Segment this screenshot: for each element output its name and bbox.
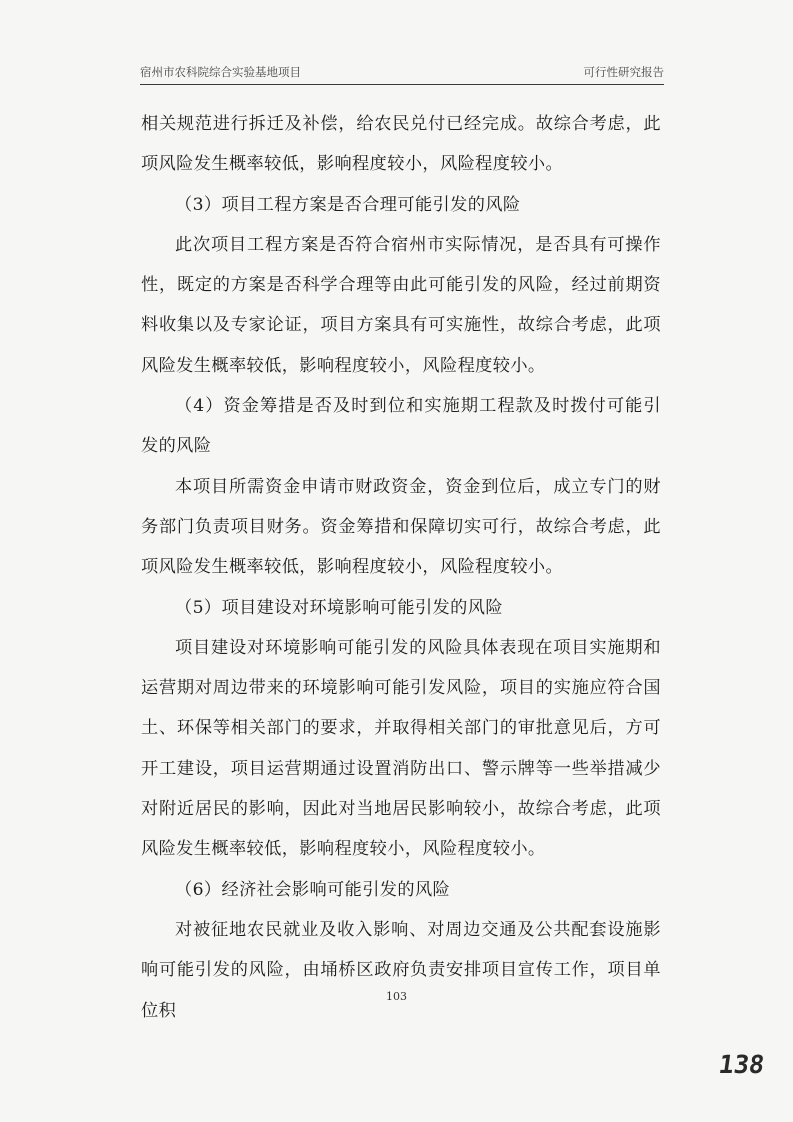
paragraph: 本项目所需资金申请市财政资金，资金到位后，成立专门的财务部门负责项目财务。资金筹措和保障切实可行，故综合考虑，此项风险发生概率较低，影响程度较小，风险程度较小。 <box>141 476 661 578</box>
paragraph: （4）资金筹措是否及时到位和实施期工程款及时拨付可能引发的风险 <box>141 396 661 457</box>
paragraph: 此次项目工程方案是否符合宿州市实际情况，是否具有可操作性，既定的方案是否科学合理等由此可能引发的风险，经过前期资料收集以及专家论证，项目方案具有可实施性，故综合考虑，此项风险发生概率较低，影响程度较小，风险程度较小。 <box>141 234 661 376</box>
paragraph: （6）经济社会影响可能引发的风险 <box>175 879 451 900</box>
paragraph: （5）项目建设对环境影响可能引发的风险 <box>175 597 503 618</box>
paragraph: 项目建设对环境影响可能引发的风险具体表现在项目实施期和运营期对周边带来的环境影响可能引发风险，项目的实施应符合国土、环保等相关部门的要求，并取得相关部门的审批意见后，方可开工建设，项目运营期通过设置消防出口、警示牌等一些举措减少对附近居民的影响，因此对当地居民影响较小，故综合考虑，此项风险发生概率较低，影响程度较小，风险程度较小。 <box>141 637 661 860</box>
header-report-type: 可行性研究报告 <box>583 65 664 79</box>
paragraph: （3）项目工程方案是否合理可能引发的风险 <box>175 194 521 215</box>
body-text <box>141 104 661 1031</box>
header-project-title: 宿州市农科院综合实验基地项目 <box>140 65 301 79</box>
paragraph: 相关规范进行拆迁及补偿，给农民兑付已经完成。故综合考虑，此项风险发生概率较低，影响程度较小，风险程度较小。 <box>141 114 661 175</box>
handwritten-page-stamp: 138 <box>716 1050 767 1079</box>
paragraph: 对被征地农民就业及收入影响、对周边交通及公共配套设施影响可能引发的风险，由埇桥区政府负责安排项目宣传工作，项目单位积 <box>141 919 661 1021</box>
page-header <box>140 56 664 85</box>
page-number: 103 <box>386 990 407 1003</box>
